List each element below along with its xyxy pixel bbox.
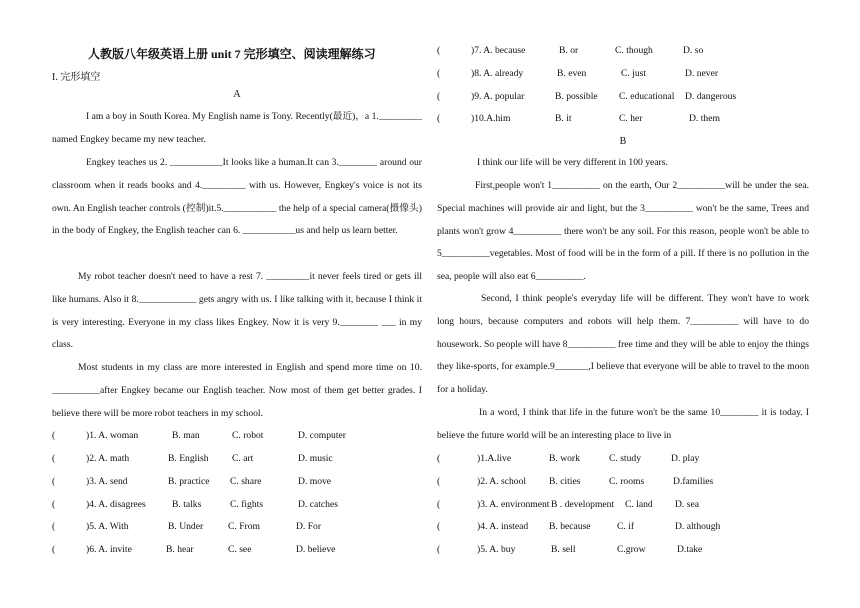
option-a: )7. A. because [471,45,526,56]
answer-bracket[interactable]: ( [437,499,441,510]
option-c: C. share [230,476,262,487]
option-d: D. computer [298,430,346,441]
option-d: D. music [298,453,333,464]
option-c: C. if [617,521,635,532]
option-a: )2. A. school [477,476,527,487]
option-d: D. sea [675,499,699,510]
option-d: D. believe [296,544,336,555]
option-c: C. art [232,453,254,464]
option-a: )9. A. popular [471,91,525,102]
answer-bracket[interactable]: ( [437,544,441,555]
option-c: C. study [609,453,641,464]
answer-bracket[interactable]: ( [52,476,56,487]
option-d: D. For [296,521,322,532]
answer-bracket[interactable]: ( [52,544,56,555]
option-b: B. practice [168,476,210,487]
option-c: C.grow [617,544,646,555]
option-d: D. them [689,113,720,124]
option-a: )1.A.live [477,453,512,464]
option-a: )3. A. send [86,476,128,487]
worksheet-title: 人教版八年级英语上册 unit 7 完形填空、阅读理解练习 [88,47,376,61]
answer-bracket[interactable]: ( [52,453,56,464]
passage-a-heading: A [233,89,241,100]
answer-bracket[interactable]: ( [437,476,441,487]
option-b: B. Under [168,521,204,532]
option-d: D. play [671,453,700,464]
passage-b-heading: B [619,136,627,147]
option-c: C. her [619,113,643,124]
option-a: )3. A. environment [477,499,550,510]
passage-b-paragraph-3: Second, I think people's everyday life will be different. They won't have to work long hours, because computers and robots will help them. 7__________ will have to do housework. So people will have 8__________ free time and they will be able to enjoy the things they like-sports, for example.9_______,I believe that everyone will be able to travel to the moon for a holiday. [437,293,809,396]
option-a: )8. A. already [471,68,524,79]
option-c: C. robot [232,430,264,441]
option-b: B. or [559,45,579,56]
option-c: C. land [625,499,653,510]
option-a: )5. A. buy [477,544,516,555]
option-c: C. though [615,45,653,56]
option-b: B. hear [166,544,194,555]
passage-a-paragraph-3: My robot teacher doesn't need to have a rest 7. _________it never feels tired or gets ill like humans. Also it 8.____________ gets angry with us. I like talking with it, because I think it is very interesting. Everyone in my class likes Engkey. Now it is very 9.________ ___ in my class. [52,271,422,351]
option-d: D. never [685,68,719,79]
option-b: B. possible [555,91,598,102]
option-b: B. talks [172,499,202,510]
option-a: )4. A. disagrees [86,499,146,510]
option-b: B . development [551,499,615,510]
option-d: D. move [298,476,332,487]
option-c: C. see [228,544,252,555]
answer-bracket[interactable]: ( [437,91,441,102]
option-c: C. fights [230,499,264,510]
option-d: D. so [683,45,704,56]
answer-bracket[interactable]: ( [437,68,441,79]
option-a: )1. A. woman [86,430,139,441]
option-b: B. cities [549,476,581,487]
option-c: C. rooms [609,476,645,487]
option-b: B. sell [551,544,576,555]
option-d: D. catches [298,499,338,510]
option-d: D.families [673,476,714,487]
passage-a-paragraph-2: Engkey teaches us 2. ___________It looks like a human.It can 3.________ around our classroom when it reads books and 4._________ with us. However, Engkey's voice is not its own. An English teacher controls (控制)it.5.___________ the help of a special camera(摄像头) in the body of Engkey, the English teacher can 6. ___________us and help us learn better. [52,157,422,237]
passage-b-paragraph-4: In a word, I think that life in the future won't be the same 10________ it is today. I believe the future world will be an interesting place to live in [437,407,809,441]
option-d: D.take [677,544,703,555]
passage-a-paragraph-4: Most students in my class are more interested in English and spend more time on 10. __________after Engkey became our English teacher. Now most of them get better grades. I believe there will be more robot teachers in my school. [52,362,422,419]
option-c: C. educational [619,91,675,102]
option-a: )2. A. math [86,453,130,464]
option-d: D. dangerous [685,91,737,102]
passage-a-paragraph-1: I am a boy in South Korea. My English name is Tony. Recently(最近)，a 1._________ named Engkey became my new teacher. [52,111,422,145]
option-c: C. From [228,521,260,532]
option-a: )5. A. With [86,521,129,532]
answer-bracket[interactable]: ( [52,499,56,510]
answer-bracket[interactable]: ( [437,453,441,464]
answer-bracket[interactable]: ( [52,521,56,532]
option-c: C. just [621,68,647,79]
passage-b-paragraph-2: First,people won't 1__________ on the earth, Our 2__________will be under the sea. Special machines will provide air and light, but the 3__________ won't be the same, Trees and plants won't grow 4__________ there won't be any soil. For this reason, people won't be able to 5__________vegetables. Most of food will be in the form of a pill. If there is no pollution in the sea, people will also eat 6__________. [437,180,809,283]
option-b: B. man [172,430,200,441]
option-b: B. English [168,453,209,464]
option-d: D. although [675,521,721,532]
answer-bracket[interactable]: ( [437,521,441,532]
option-a: )6. A. invite [86,544,132,555]
option-b: B. because [549,521,591,532]
section-label: I. 完形填空 [52,72,101,83]
passage-b-paragraph-1: I think our life will be very different in 100 years. [477,157,668,168]
option-b: B. even [557,68,587,79]
answer-bracket[interactable]: ( [437,113,441,124]
answer-bracket[interactable]: ( [52,430,56,441]
option-b: B. work [549,453,580,464]
option-b: B. it [555,113,572,124]
option-a: )4. A. instead [477,521,529,532]
option-a: )10.A.him [471,113,511,124]
answer-bracket[interactable]: ( [437,45,441,56]
